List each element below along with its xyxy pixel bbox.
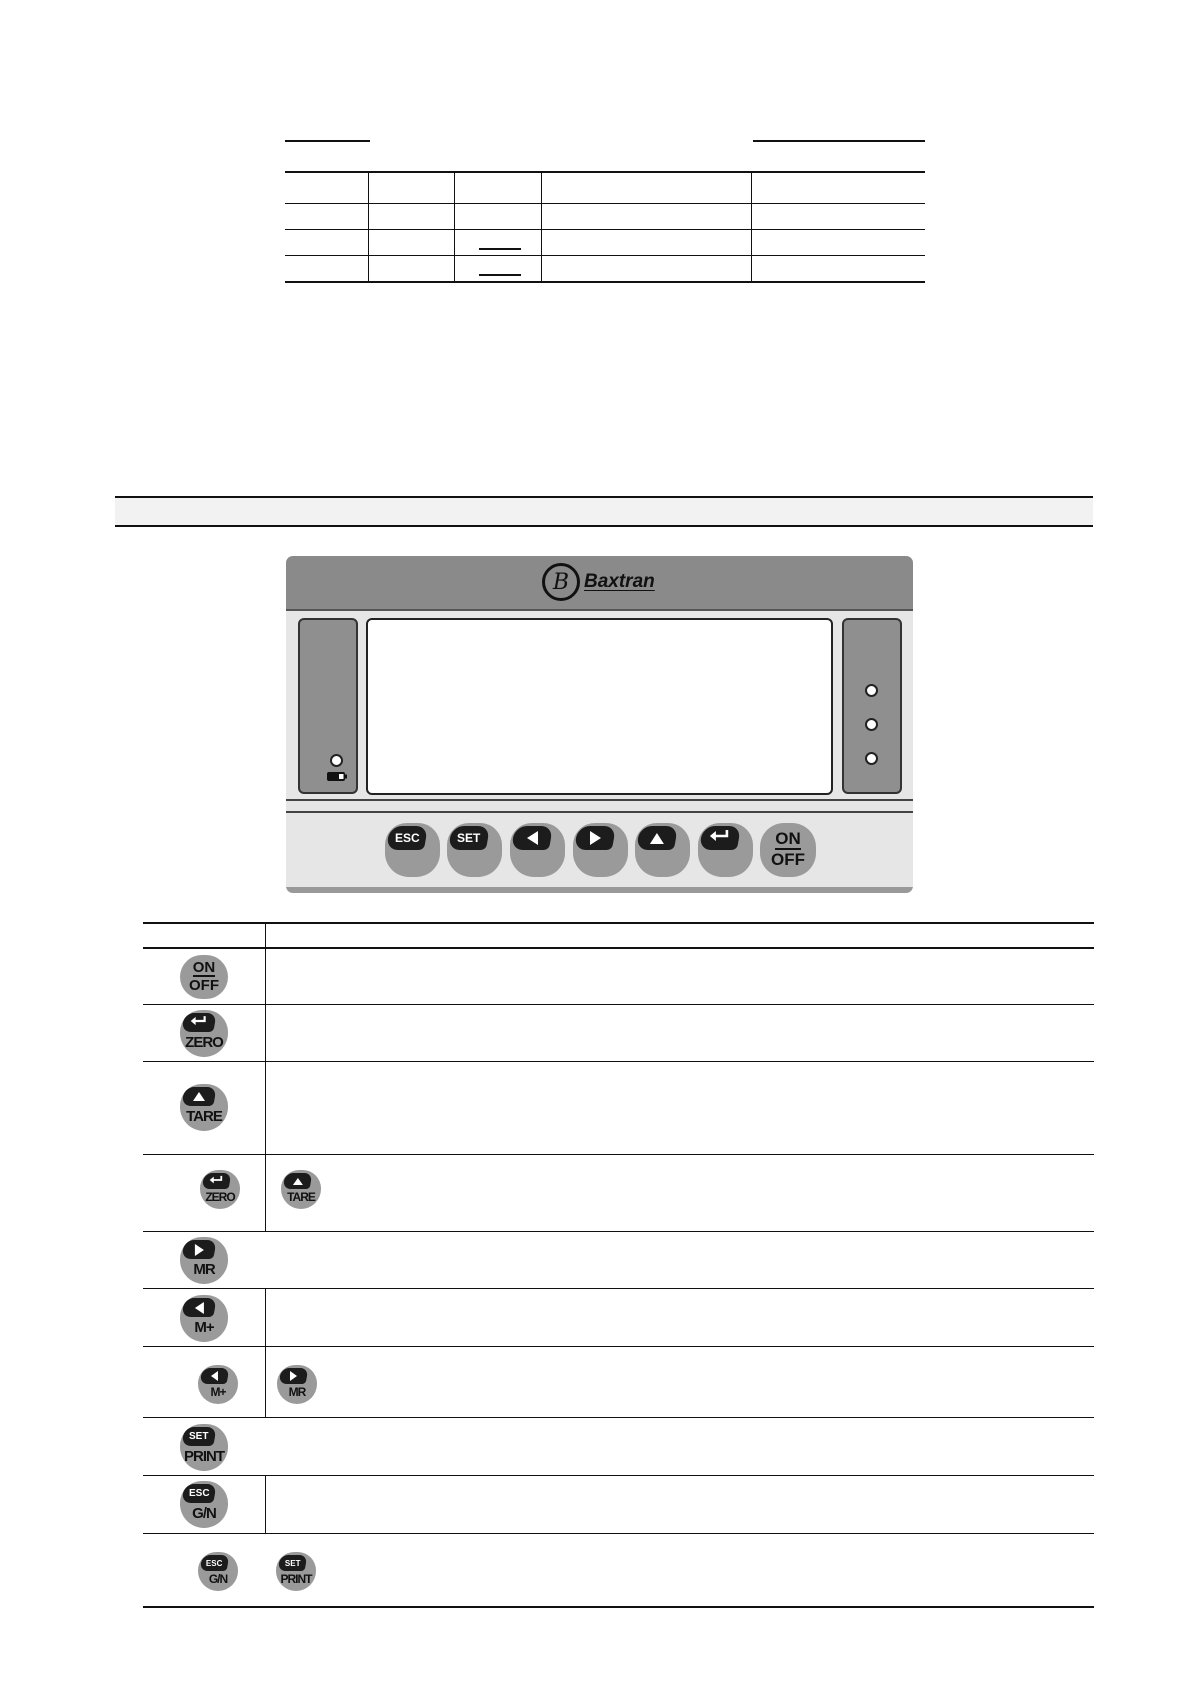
table-col-rule xyxy=(454,171,455,282)
gross-net-key[interactable] xyxy=(180,1481,228,1528)
zero-key-label: ZERO xyxy=(185,1034,223,1051)
off-label: OFF xyxy=(189,977,219,995)
up-arrow-icon xyxy=(293,1178,303,1185)
esc-cap-label: ESC xyxy=(188,1488,210,1499)
on-label: ON xyxy=(192,958,216,976)
left-arrow-icon xyxy=(195,1302,204,1314)
esc-key-label: ESC xyxy=(394,831,420,845)
mr-key-small[interactable] xyxy=(277,1365,317,1404)
table-col-rule xyxy=(265,1475,266,1534)
table-col-rule xyxy=(265,1288,266,1418)
enter-icon xyxy=(709,829,731,843)
left-arrow-icon xyxy=(527,831,538,845)
m-plus-key-label: M+ xyxy=(210,1385,226,1399)
on-off-key[interactable] xyxy=(760,823,816,877)
right-key[interactable] xyxy=(573,823,628,877)
tare-key[interactable] xyxy=(180,1084,228,1131)
print-key-label: PRINT xyxy=(280,1572,312,1586)
m-plus-key-small[interactable] xyxy=(198,1365,238,1404)
off-label: OFF xyxy=(771,850,805,870)
table-row-rule xyxy=(143,1004,1094,1005)
table-row-rule xyxy=(143,1533,1094,1534)
print-key-small[interactable] xyxy=(276,1552,316,1591)
enter-icon xyxy=(209,1175,224,1185)
table-top-rule xyxy=(143,922,1094,924)
zero-key-small[interactable] xyxy=(200,1170,240,1209)
set-key[interactable] xyxy=(447,823,502,877)
table-row-rule xyxy=(285,229,925,230)
right-indicator-panel xyxy=(842,618,902,794)
tare-key-label: TARE xyxy=(186,1108,222,1125)
table-col-rule xyxy=(541,171,542,282)
table-row-rule xyxy=(143,1417,1094,1418)
right-arrow-icon xyxy=(195,1244,204,1256)
lcd-display xyxy=(366,618,833,795)
cell-underline xyxy=(479,274,521,276)
left-indicator-panel xyxy=(298,618,358,794)
table-header-rule xyxy=(143,947,1094,949)
section-heading-bar xyxy=(115,496,1093,527)
table-row-rule xyxy=(143,1061,1094,1062)
zero-key[interactable] xyxy=(180,1010,228,1057)
cell-underline xyxy=(479,248,521,250)
zero-key-label: ZERO xyxy=(205,1190,235,1204)
print-key[interactable] xyxy=(180,1424,228,1471)
gross-net-key-label: G/N xyxy=(192,1505,216,1522)
battery-icon xyxy=(327,772,347,781)
table-row-rule xyxy=(285,255,925,256)
status-led-3 xyxy=(865,752,878,765)
on-label: ON xyxy=(775,829,801,849)
up-arrow-icon xyxy=(650,833,664,844)
status-led-2 xyxy=(865,718,878,731)
gross-net-key-small[interactable] xyxy=(198,1552,238,1591)
right-arrow-icon xyxy=(590,831,601,845)
esc-key[interactable] xyxy=(385,823,440,877)
header-rule-left xyxy=(285,140,370,142)
device-keypad xyxy=(286,799,913,893)
keypad-bottom-edge xyxy=(286,887,913,893)
up-arrow-icon xyxy=(193,1092,205,1101)
device-front-panel xyxy=(286,556,913,893)
table-row-rule xyxy=(143,1154,1094,1155)
table-col-rule xyxy=(751,171,752,282)
table-row-rule xyxy=(285,203,925,204)
mr-key-label: MR xyxy=(193,1261,215,1278)
brand-name: Baxtran xyxy=(584,571,655,592)
key-function-table xyxy=(143,922,1094,1608)
table-top-rule xyxy=(285,171,925,173)
table-bottom-rule xyxy=(143,1606,1094,1608)
table-col-rule xyxy=(368,171,369,282)
brand-logo xyxy=(542,560,655,604)
logo-mark-icon: B xyxy=(542,563,580,601)
set-key-label: SET xyxy=(457,831,481,845)
print-key-label: PRINT xyxy=(184,1448,224,1465)
on-off-key[interactable] xyxy=(180,955,228,999)
keypad-divider xyxy=(286,811,913,813)
header-rule-right xyxy=(753,140,925,142)
m-plus-key[interactable] xyxy=(180,1295,228,1342)
battery-led xyxy=(330,754,343,767)
left-arrow-icon xyxy=(211,1371,218,1381)
status-led-1 xyxy=(865,684,878,697)
table-bottom-rule xyxy=(285,281,925,283)
spec-table xyxy=(285,140,925,285)
left-key[interactable] xyxy=(510,823,565,877)
device-header xyxy=(286,556,913,611)
set-cap-label: SET xyxy=(284,1558,301,1568)
gross-net-key-label: G/N xyxy=(208,1572,228,1586)
mr-key[interactable] xyxy=(180,1237,228,1284)
m-plus-key-label: M+ xyxy=(194,1319,214,1336)
mr-key-label: MR xyxy=(288,1385,306,1399)
table-row-rule xyxy=(143,1288,1094,1289)
up-key[interactable] xyxy=(635,823,690,877)
table-row-rule xyxy=(143,1346,1094,1347)
table-row-rule xyxy=(143,1475,1094,1476)
tare-key-small[interactable] xyxy=(281,1170,321,1209)
enter-icon xyxy=(190,1015,208,1027)
enter-key[interactable] xyxy=(698,823,753,877)
tare-key-label: TARE xyxy=(287,1190,315,1204)
table-col-rule xyxy=(265,922,266,1232)
set-cap-label: SET xyxy=(189,1431,209,1442)
right-arrow-icon xyxy=(290,1371,297,1381)
table-row-rule xyxy=(143,1231,1094,1232)
esc-cap-label: ESC xyxy=(206,1558,223,1568)
